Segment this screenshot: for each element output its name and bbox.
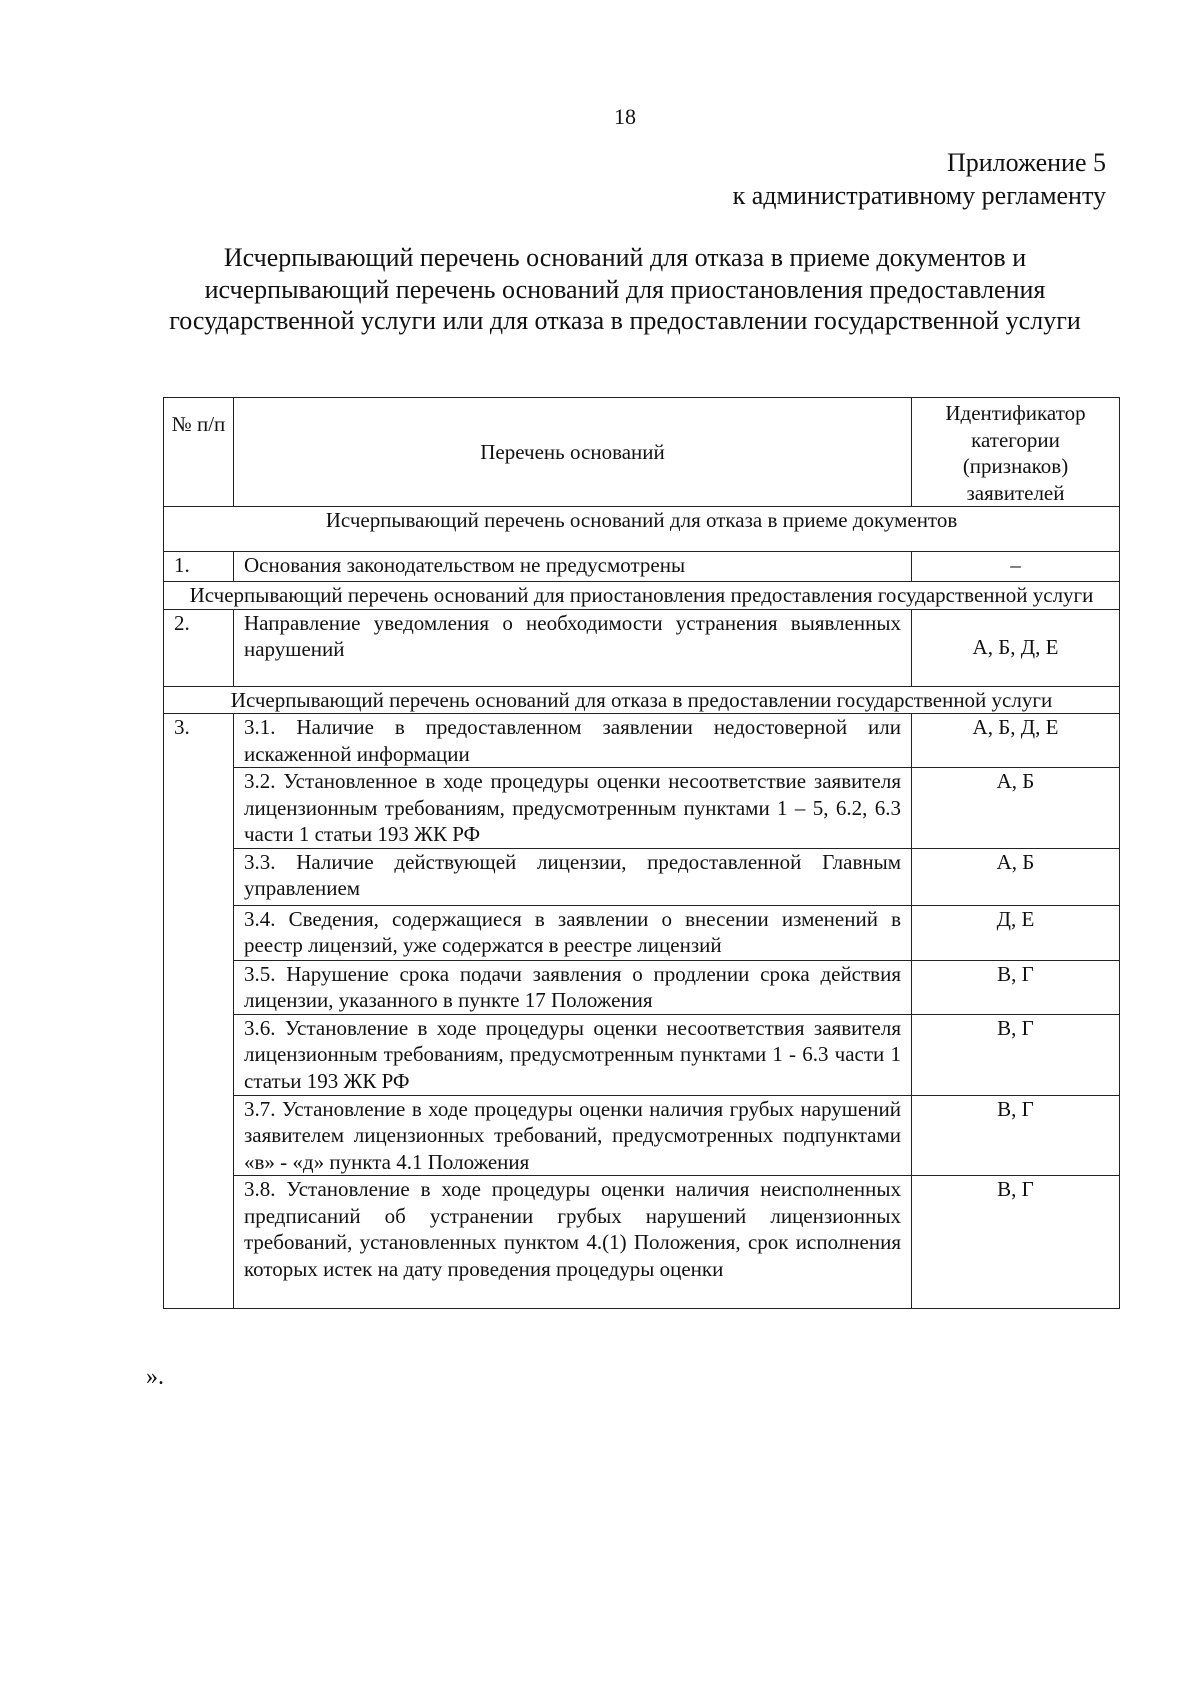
row-identifier: – [912,552,1120,582]
row-identifier: А, Б [912,768,1120,849]
row-identifier: Д, Е [912,905,1120,960]
row-text: 3.5. Нарушение срока подачи заявления о продлении срока действия лицензии, указанного в пункте 17 Положения [234,960,912,1014]
row-text: 3.7. Установление в ходе процедуры оценки наличия грубых нарушений заявителем лицензионных требований, предусмотренных подпунктами «в» - «д» пункта 4.1 Положения [234,1095,912,1176]
row-text: Направление уведомления о необходимости устранения выявленных нарушений [234,609,912,686]
row-text: 3.6. Установление в ходе процедуры оценки несоответствия заявителя лицензионным требованиям, предусмотренным пунктами 1 - 6.3 части 1 статьи 193 ЖК РФ [234,1014,912,1095]
section-row [164,686,1120,714]
row-identifier: А, Б, Д, Е [912,609,1120,686]
row-number: 3. [164,714,234,1309]
closing-quote: ». [146,1364,164,1390]
table-row [164,960,1120,1014]
table-row [164,609,1120,686]
section-title-refusal-service: Исчерпывающий перечень оснований для отказа в предоставлении государственной услуги [164,686,1120,714]
row-text: 3.3. Наличие действующей лицензии, предоставленной Главным управлением [234,848,912,905]
header-grounds: Перечень оснований [234,398,912,507]
row-identifier: А, Б, Д, Е [912,714,1120,768]
table-row [164,905,1120,960]
section-row [164,582,1120,610]
table-row [164,848,1120,905]
table-row [164,1095,1120,1176]
document-title: Исчерпывающий перечень оснований для отказа в приеме документов и исчерпывающий перечень оснований для приостановления предоставления государственной услуги или для отказа в предоставлении государственной услуги [169,243,1081,335]
row-identifier: А, Б [912,848,1120,905]
section-row [164,507,1120,552]
table-row [164,1014,1120,1095]
row-text: 3.4. Сведения, содержащиеся в заявлении о внесении изменений в реестр лицензий, уже содержатся в реестре лицензий [234,905,912,960]
header-identifier: Идентификатор категории (признаков) заявителей [912,398,1120,507]
row-identifier: В, Г [912,1014,1120,1095]
page-number: 18 [614,104,636,129]
table-header-row [164,398,1120,507]
grounds-table [163,397,1120,1309]
row-identifier: В, Г [912,1176,1120,1309]
row-text: 3.1. Наличие в предоставленном заявлении недостоверной или искаженной информации [234,714,912,768]
section-title-refusal-documents: Исчерпывающий перечень оснований для отказа в приеме документов [164,507,1120,552]
row-number: 1. [164,552,234,582]
appendix-line-2: к административному регламенту [732,181,1106,210]
table-row [164,552,1120,582]
table-row [164,714,1120,768]
row-identifier: В, Г [912,960,1120,1014]
section-title-suspension: Исчерпывающий перечень оснований для приостановления предоставления государственной услуги [164,582,1120,610]
row-text: Основания законодательством не предусмотрены [234,552,912,582]
appendix-line-1: Приложение 5 [946,148,1106,177]
row-number: 2. [164,609,234,686]
appendix-heading [733,146,1106,212]
row-text: 3.8. Установление в ходе процедуры оценки наличия неисполненных предписаний об устранении грубых нарушений лицензионных требований, установленных пунктом 4.(1) Положения, срок исполнения которых истек на дату проведения процедуры оценки [234,1176,912,1309]
row-text: 3.2. Установленное в ходе процедуры оценки несоответствие заявителя лицензионным требованиям, предусмотренным пунктами 1 – 5, 6.2, 6.3 части 1 статьи 193 ЖК РФ [234,768,912,849]
table-row [164,768,1120,849]
row-identifier: В, Г [912,1095,1120,1176]
header-number: № п/п [164,398,234,507]
table-row [164,1176,1120,1309]
